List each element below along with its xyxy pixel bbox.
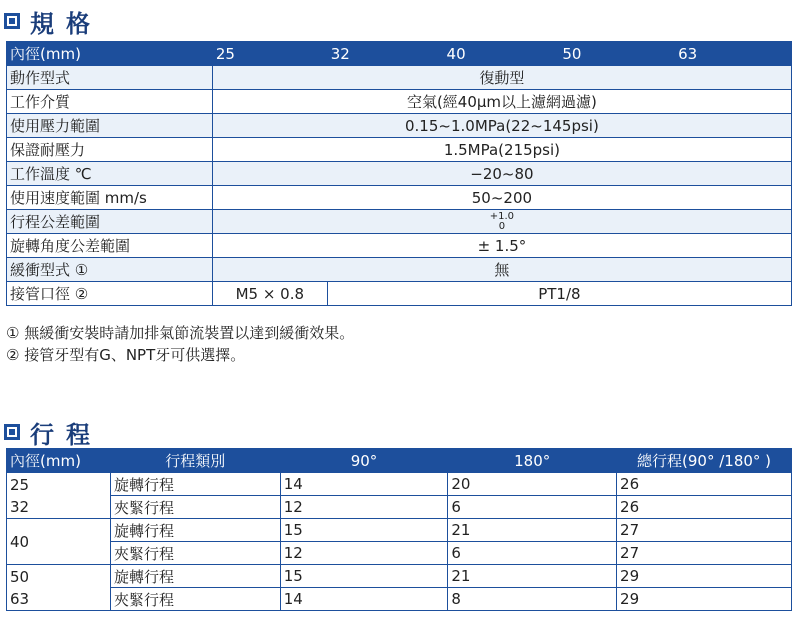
- stroke-type: 夾緊行程: [110, 496, 280, 519]
- note-2: ② 接管牙型有G、NPT牙可供選擇。: [6, 346, 246, 364]
- stroke-total: 29: [617, 565, 792, 588]
- spec-label: 保證耐壓力: [7, 138, 213, 162]
- spec-value: 無: [212, 258, 791, 282]
- port-size-large: PT1/8: [327, 282, 791, 306]
- stroke-90: 12: [280, 496, 448, 519]
- spec-row: [7, 162, 792, 186]
- spec-row: [7, 138, 792, 162]
- stroke-90: 15: [280, 519, 448, 542]
- stroke-180: 6: [448, 542, 617, 565]
- table-row: [7, 496, 792, 519]
- spec-row-port: [7, 282, 792, 306]
- stroke-header-bore: 內徑(mm): [7, 449, 111, 473]
- bore-cell: 25 32: [7, 473, 111, 519]
- spec-row: [7, 90, 792, 114]
- table-row: [7, 519, 792, 542]
- spec-notes: [6, 322, 354, 366]
- spec-label: 使用壓力範圍: [7, 114, 213, 138]
- spec-value: 50~200: [212, 186, 791, 210]
- stroke-type: 夾緊行程: [110, 542, 280, 565]
- spec-label: 緩衝型式 ①: [7, 258, 213, 282]
- spec-label: 動作型式: [7, 66, 213, 90]
- stroke-title: 行程: [30, 420, 102, 449]
- stroke-180: 21: [448, 519, 617, 542]
- stroke-90: 12: [280, 542, 448, 565]
- spec-value: −20~80: [212, 162, 791, 186]
- stroke-180: 20: [448, 473, 617, 496]
- stroke-tolerance: [212, 210, 791, 234]
- bore-cell: 40: [7, 519, 111, 565]
- spec-row: [7, 234, 792, 258]
- stroke-total: 26: [617, 473, 792, 496]
- spec-row: [7, 186, 792, 210]
- stroke-header-type: 行程類別: [110, 449, 280, 473]
- spec-section-title: [4, 6, 102, 36]
- bore-col-32: 32: [327, 42, 443, 66]
- stroke-type: 旋轉行程: [110, 565, 280, 588]
- spec-label: 接管口徑 ②: [7, 282, 213, 306]
- table-row: [7, 565, 792, 588]
- stroke-total: 27: [617, 542, 792, 565]
- spec-row: [7, 114, 792, 138]
- stroke-180: 8: [448, 588, 617, 611]
- stroke-header-total: 總行程(90° /180° ): [617, 449, 792, 473]
- bore-col-40: 40: [443, 42, 559, 66]
- stroke-90: 14: [280, 588, 448, 611]
- spec-row: [7, 210, 792, 234]
- square-bullet-icon: [4, 424, 20, 440]
- stroke-180: 6: [448, 496, 617, 519]
- stroke-type: 旋轉行程: [110, 519, 280, 542]
- spec-title: 規格: [30, 9, 102, 38]
- square-bullet-icon: [4, 13, 20, 29]
- table-row: [7, 588, 792, 611]
- bore-col-63: 63: [675, 42, 792, 66]
- spec-value: 1.5MPa(215psi): [212, 138, 791, 162]
- bore-col-50: 50: [559, 42, 675, 66]
- spec-header-row: [7, 42, 792, 66]
- spec-label: 使用速度範圍 mm/s: [7, 186, 213, 210]
- bore-header: 內徑(mm): [7, 42, 213, 66]
- spec-value: 0.15~1.0MPa(22~145psi): [212, 114, 791, 138]
- stroke-total: 27: [617, 519, 792, 542]
- tolerance-minus: 0: [498, 220, 506, 232]
- stroke-total: 29: [617, 588, 792, 611]
- spec-table: [6, 41, 792, 306]
- spec-label: 旋轉角度公差範圍: [7, 234, 213, 258]
- table-row: [7, 473, 792, 496]
- stroke-header-row: [7, 449, 792, 473]
- spec-value: ± 1.5°: [212, 234, 791, 258]
- spec-value: 空氣(經40μm以上濾網過濾): [212, 90, 791, 114]
- spec-row: [7, 258, 792, 282]
- spec-label: 行程公差範圍: [7, 210, 213, 234]
- stroke-type: 夾緊行程: [110, 588, 280, 611]
- bore-cell: 50 63: [7, 565, 111, 611]
- note-1: ① 無緩衝安裝時請加排氣節流裝置以達到緩衝效果。: [6, 324, 355, 342]
- stroke-90: 14: [280, 473, 448, 496]
- spec-value: 復動型: [212, 66, 791, 90]
- port-size-small: M5 × 0.8: [212, 282, 327, 306]
- stroke-header-180: 180°: [448, 449, 617, 473]
- stroke-90: 15: [280, 565, 448, 588]
- stroke-section-title: [4, 417, 102, 447]
- table-row: [7, 542, 792, 565]
- spec-label: 工作介質: [7, 90, 213, 114]
- stroke-total: 26: [617, 496, 792, 519]
- tolerance-plus: +1.0: [489, 210, 515, 222]
- bore-col-25: 25: [212, 42, 327, 66]
- spec-label: 工作溫度 ℃: [7, 162, 213, 186]
- stroke-header-90: 90°: [280, 449, 448, 473]
- stroke-type: 旋轉行程: [110, 473, 280, 496]
- stroke-180: 21: [448, 565, 617, 588]
- spec-row: [7, 66, 792, 90]
- tolerance-stack: [490, 212, 514, 232]
- stroke-table: [6, 448, 792, 611]
